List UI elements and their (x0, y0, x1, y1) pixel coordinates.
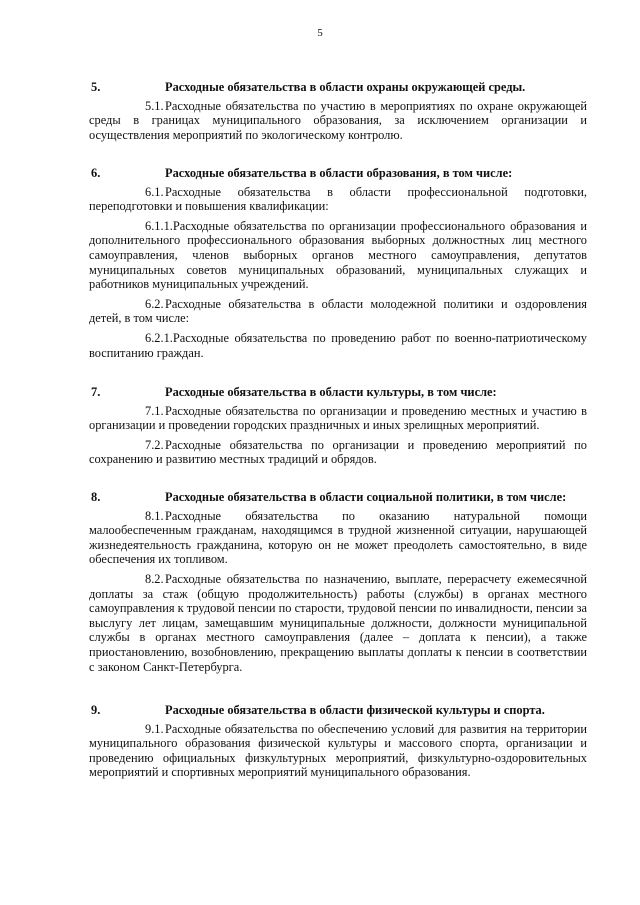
paragraph-number: 6.1.1. (145, 218, 173, 233)
paragraph (89, 297, 587, 326)
section-heading (89, 385, 587, 400)
section-number: 5. (91, 80, 101, 94)
paragraph (89, 404, 587, 433)
paragraph (89, 99, 587, 143)
section-number: 6. (91, 166, 101, 180)
section-title: Расходные обязательства в области образования, в том числе: (165, 166, 513, 180)
section-heading (89, 703, 587, 718)
paragraph-number: 8.2. (145, 571, 164, 586)
section-9 (89, 703, 587, 785)
paragraph (89, 185, 587, 214)
paragraph-text: Расходные обязательства по оказанию натуральной помощи малообеспеченным гражданам, находящимся в трудной жизненной ситуации, нарушающей жизнедеятельность гражданина, которую он не может преодолеть самостоятельно, в виде обеспечения их топливом. (89, 508, 587, 567)
paragraph (89, 509, 587, 567)
paragraph-text: Расходные обязательства в области молодежной политики и оздоровления детей, в том числе: (89, 296, 587, 326)
paragraph-number: 7.1. (145, 403, 164, 418)
section-title: Расходные обязательства в области культуры, в том числе: (165, 385, 497, 399)
section-8 (89, 490, 587, 679)
paragraph-number: 9.1. (145, 721, 164, 736)
section-number: 9. (91, 703, 101, 717)
paragraph-text: Расходные обязательства по назначению, выплате, перерасчету ежемесячной доплаты за стаж (общую продолжительность) работы (службы) в органах местного самоуправления к трудовой пенсии по старости, трудовой пенсии по инвалидности, пенсии за выслугу лет лицам, замещавшим муниципальные должности, должности муниципальной службы в органах местного самоуправления (далее – доплата к пенсии), а также приостановлению, возобновлению, прекращению выплаты доплаты к пенсии в соответствии с законом Санкт-Петербурга. (89, 571, 587, 674)
section-title: Расходные обязательства в области социальной политики, в том числе: (165, 490, 567, 504)
paragraph-number: 6.1. (145, 184, 164, 199)
paragraph (89, 722, 587, 780)
section-heading (89, 490, 587, 505)
section-heading (89, 166, 587, 181)
section-7 (89, 385, 587, 472)
section-heading (89, 80, 587, 95)
paragraph-text: Расходные обязательства по организации профессионального образования и дополнительного профессионального образования выборных должностных лиц местного самоуправления, членов выборных органов местного самоуправления, депутатов муниципальных советов муниципальных образований, муниципальных служащих и работников муниципальных учреждений. (89, 218, 587, 292)
paragraph-text: Расходные обязательства по обеспечению условий для развития на территории муниципального образования физической культуры и массового спорта, организации и проведению официальных физкультурных мероприятий, физкультурно-оздоровительных мероприятий и спортивных мероприятий муниципального образования. (89, 721, 587, 780)
section-title: Расходные обязательства в области охраны окружающей среды. (165, 80, 526, 94)
paragraph-text: Расходные обязательства в области профессиональной подготовки, переподготовки и повышения квалификации: (89, 184, 587, 214)
paragraph-text: Расходные обязательства по проведению работ по военно-патриотическому воспитанию граждан. (89, 330, 587, 360)
paragraph (89, 219, 587, 292)
paragraph-text: Расходные обязательства по организации и проведению местных и участию в организации и проведении городских праздничных и иных зрелищных мероприятий. (89, 403, 587, 433)
paragraph (89, 331, 587, 360)
paragraph-number: 5.1. (145, 98, 164, 113)
paragraph (89, 572, 587, 674)
paragraph-number: 7.2. (145, 437, 164, 452)
section-number: 8. (91, 490, 101, 504)
paragraph-text: Расходные обязательства по организации и проведению мероприятий по сохранению и развитию местных традиций и обрядов. (89, 437, 587, 467)
page-number: 5 (317, 27, 323, 39)
section-number: 7. (91, 385, 101, 399)
paragraph-text: Расходные обязательства по участию в мероприятиях по охране окружающей среды в границах муниципального образования, за исключением организации и осуществления мероприятий по экологическому контролю. (89, 98, 587, 142)
section-6 (89, 166, 587, 365)
paragraph-number: 6.2. (145, 296, 164, 311)
paragraph-number: 6.2.1. (145, 330, 173, 345)
paragraph (89, 438, 587, 467)
section-title: Расходные обязательства в области физической культуры и спорта. (165, 703, 545, 717)
section-5 (89, 80, 587, 147)
paragraph-number: 8.1. (145, 508, 164, 523)
